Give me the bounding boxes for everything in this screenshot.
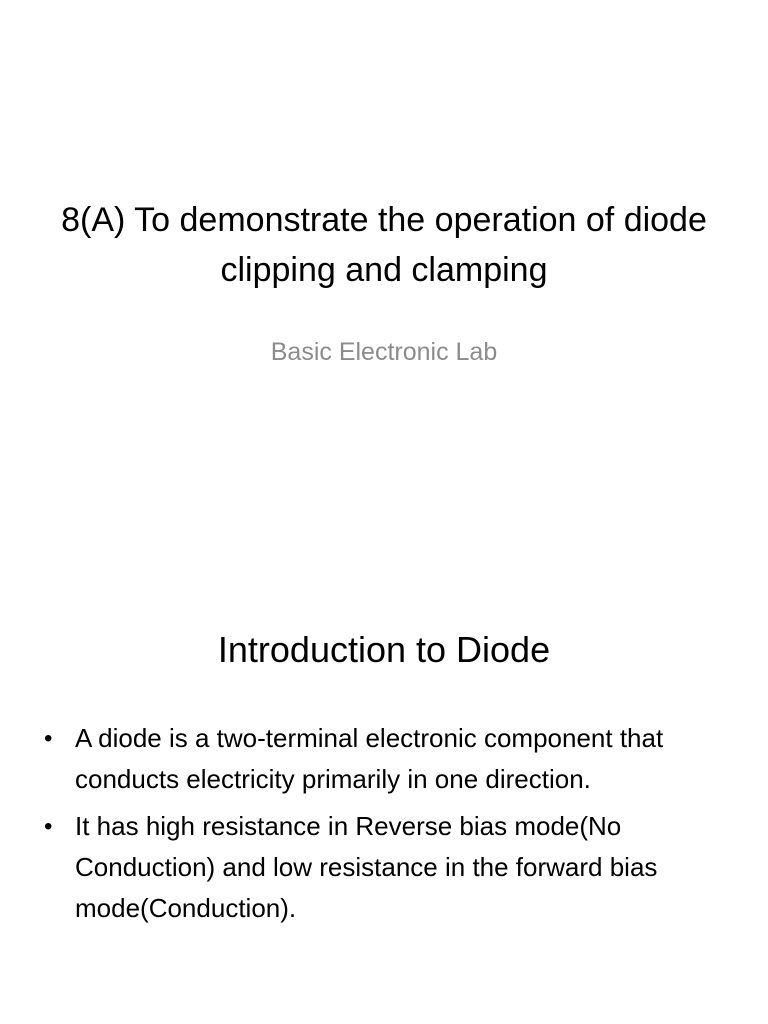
bullet-text: It has high resistance in Reverse bias mode(No Conduction) and low resistance in the forward bias mode(Conduction). xyxy=(75,811,658,923)
slide-subtitle: Basic Electronic Lab xyxy=(270,338,498,366)
intro-slide xyxy=(0,576,768,1024)
bullet-icon: • xyxy=(44,813,53,840)
bullet-list xyxy=(40,718,730,935)
bullet-icon: • xyxy=(44,725,53,752)
bullet-text: A diode is a two-terminal electronic component that conducts electricity primarily in one direction. xyxy=(75,723,664,794)
slide-title: 8(A) To demonstrate the operation of diode clipping and clamping xyxy=(61,201,707,289)
bullet-item xyxy=(40,806,730,929)
bullet-item xyxy=(40,718,730,800)
slide-heading: Introduction to Diode xyxy=(217,629,551,670)
